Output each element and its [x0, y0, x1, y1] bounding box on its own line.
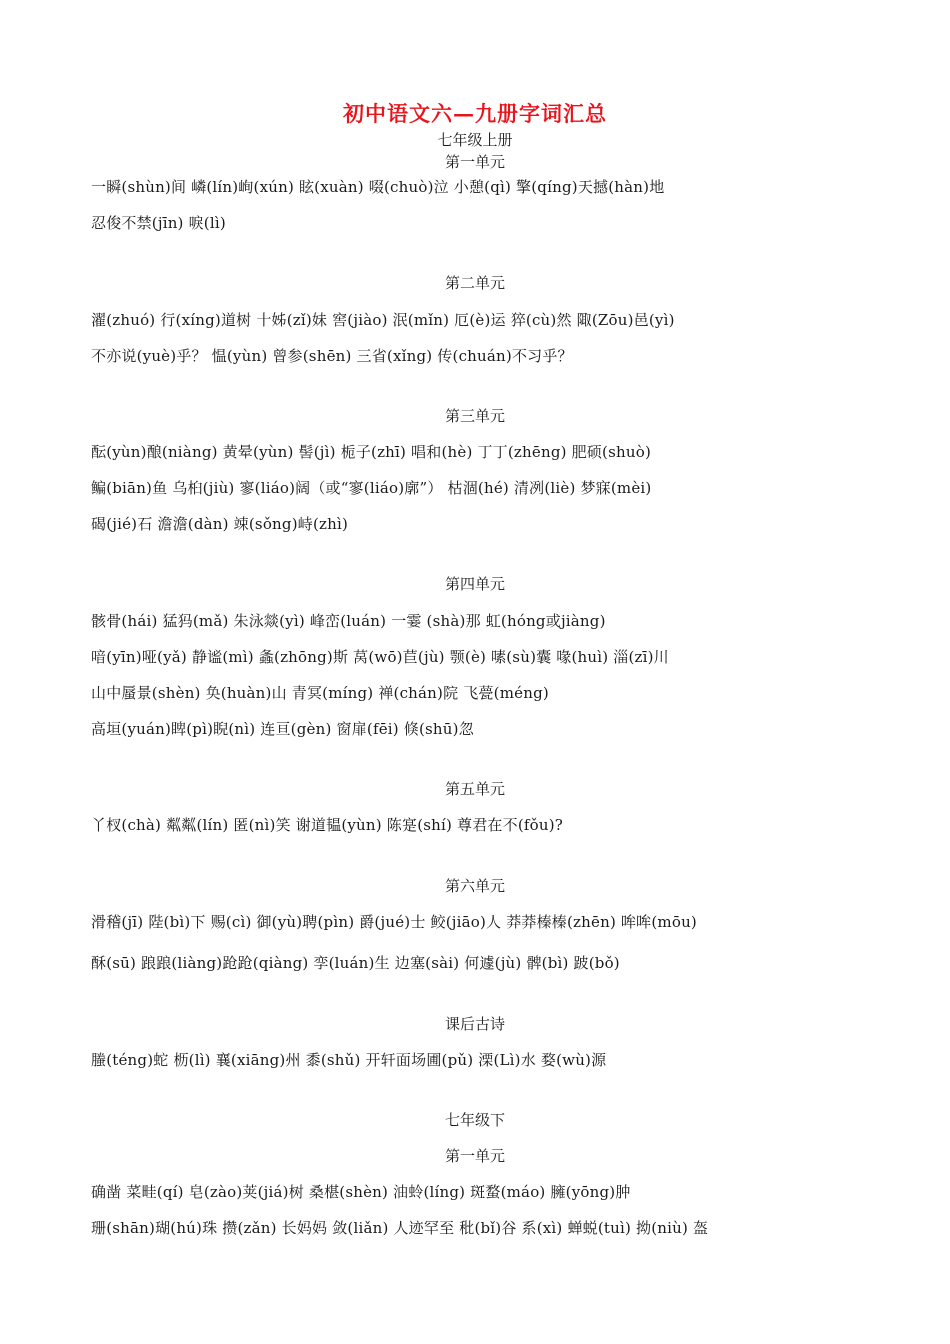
document-title: 初中语文六—九册字词汇总: [343, 101, 607, 126]
vocab-line: 忍俊不禁(jīn) 唳(lì): [91, 214, 226, 232]
vocab-line: 碣(jié)石 澹澹(dàn) 竦(sǒng)峙(zhì): [91, 515, 349, 533]
grade-heading: 七年级下: [444, 1111, 505, 1129]
unit-heading: 第五单元: [444, 780, 505, 798]
poems-heading: 课后古诗: [444, 1015, 505, 1033]
vocab-line: 酝(yùn)酿(niàng) 黄晕(yùn) 髻(jì) 栀子(zhī) 唱和(hè) 丁丁(zhēng) 肥硕(shuò): [91, 443, 651, 461]
unit-heading: 第六单元: [444, 877, 505, 895]
vocab-line: 不亦说(yuè)乎？ 愠(yùn) 曾参(shēn) 三省(xǐng) 传(chuán)不习乎？: [91, 347, 573, 365]
vocab-line: 滑稽(jī) 陛(bì)下 赐(cì) 御(yù)聘(pìn) 爵(jué)士 鲛(jiāo)人 莽莽榛榛(zhēn) 哞哞(mōu): [91, 913, 697, 931]
vocab-line: 酥(sū) 踉踉(liàng)跄跄(qiàng) 孪(luán)生 边塞(sài) 何遽(jù) 髀(bì) 跛(bǒ): [91, 954, 620, 972]
unit-heading: 第二单元: [444, 274, 505, 292]
vocab-line: 螣(téng)蛇 枥(lì) 襄(xiāng)州 黍(shǔ) 开轩面场圃(pǔ) 溧(Lì)水 婺(wù)源: [91, 1051, 607, 1069]
vocab-line: 鳊(biān)鱼 乌桕(jiù) 寥(liáo)阔（或“寥(liáo)廓”） 枯涸(hé) 清冽(liè) 梦寐(mèi): [91, 479, 652, 497]
unit-heading: 第一单元: [444, 1147, 505, 1165]
unit-heading: 第三单元: [444, 407, 505, 425]
vocab-line: 珊(shān)瑚(hú)珠 攒(zǎn) 长妈妈 敛(liǎn) 人迹罕至 秕(bǐ)谷 系(xì) 蝉蜕(tuì) 拗(niù) 盔: [91, 1219, 709, 1237]
vocab-line: 确凿 菜畦(qí) 皂(zào)荚(jiá)树 桑椹(shèn) 油蛉(líng) 斑蝥(máo) 臃(yōng)肿: [91, 1183, 631, 1201]
vocab-line: 丫杈(chà) 粼粼(lín) 匿(nì)笑 谢道韫(yùn) 陈寔(shí) 尊君在不(fǒu)?: [91, 816, 564, 834]
vocab-line: 山中蜃景(shèn) 奂(huàn)山 青冥(míng) 禅(chán)院 飞甍(méng): [91, 684, 549, 702]
vocab-line: 喑(yīn)哑(yǎ) 静谧(mì) 螽(zhōng)斯 莴(wō)苣(jù) 颚(è) 嗉(sù)囊 喙(huì) 淄(zī)川: [91, 648, 669, 666]
unit-heading: 第一单元: [444, 153, 505, 171]
vocab-line: 骸骨(hái) 猛犸(mǎ) 朱泳燚(yì) 峰峦(luán) 一霎 (shà)那 虹(hóng或jiàng): [91, 612, 606, 630]
vocab-line: 濯(zhuó) 行(xíng)道树 十姊(zǐ)妹 窖(jiào) 泯(mǐn) 厄(è)运 猝(cù)然 陬(Zōu)邑(yì): [91, 311, 675, 329]
vocab-line: 一瞬(shùn)间 嶙(lín)峋(xún) 眩(xuàn) 啜(chuò)泣 小憩(qì) 擎(qíng)天撼(hàn)地: [91, 178, 665, 196]
grade-heading: 七年级上册: [437, 131, 513, 149]
unit-heading: 第四单元: [444, 575, 505, 593]
vocab-line: 高垣(yuán)睥(pì)睨(nì) 连亘(gèn) 窗扉(fēi) 倏(shū)忽: [91, 720, 474, 738]
